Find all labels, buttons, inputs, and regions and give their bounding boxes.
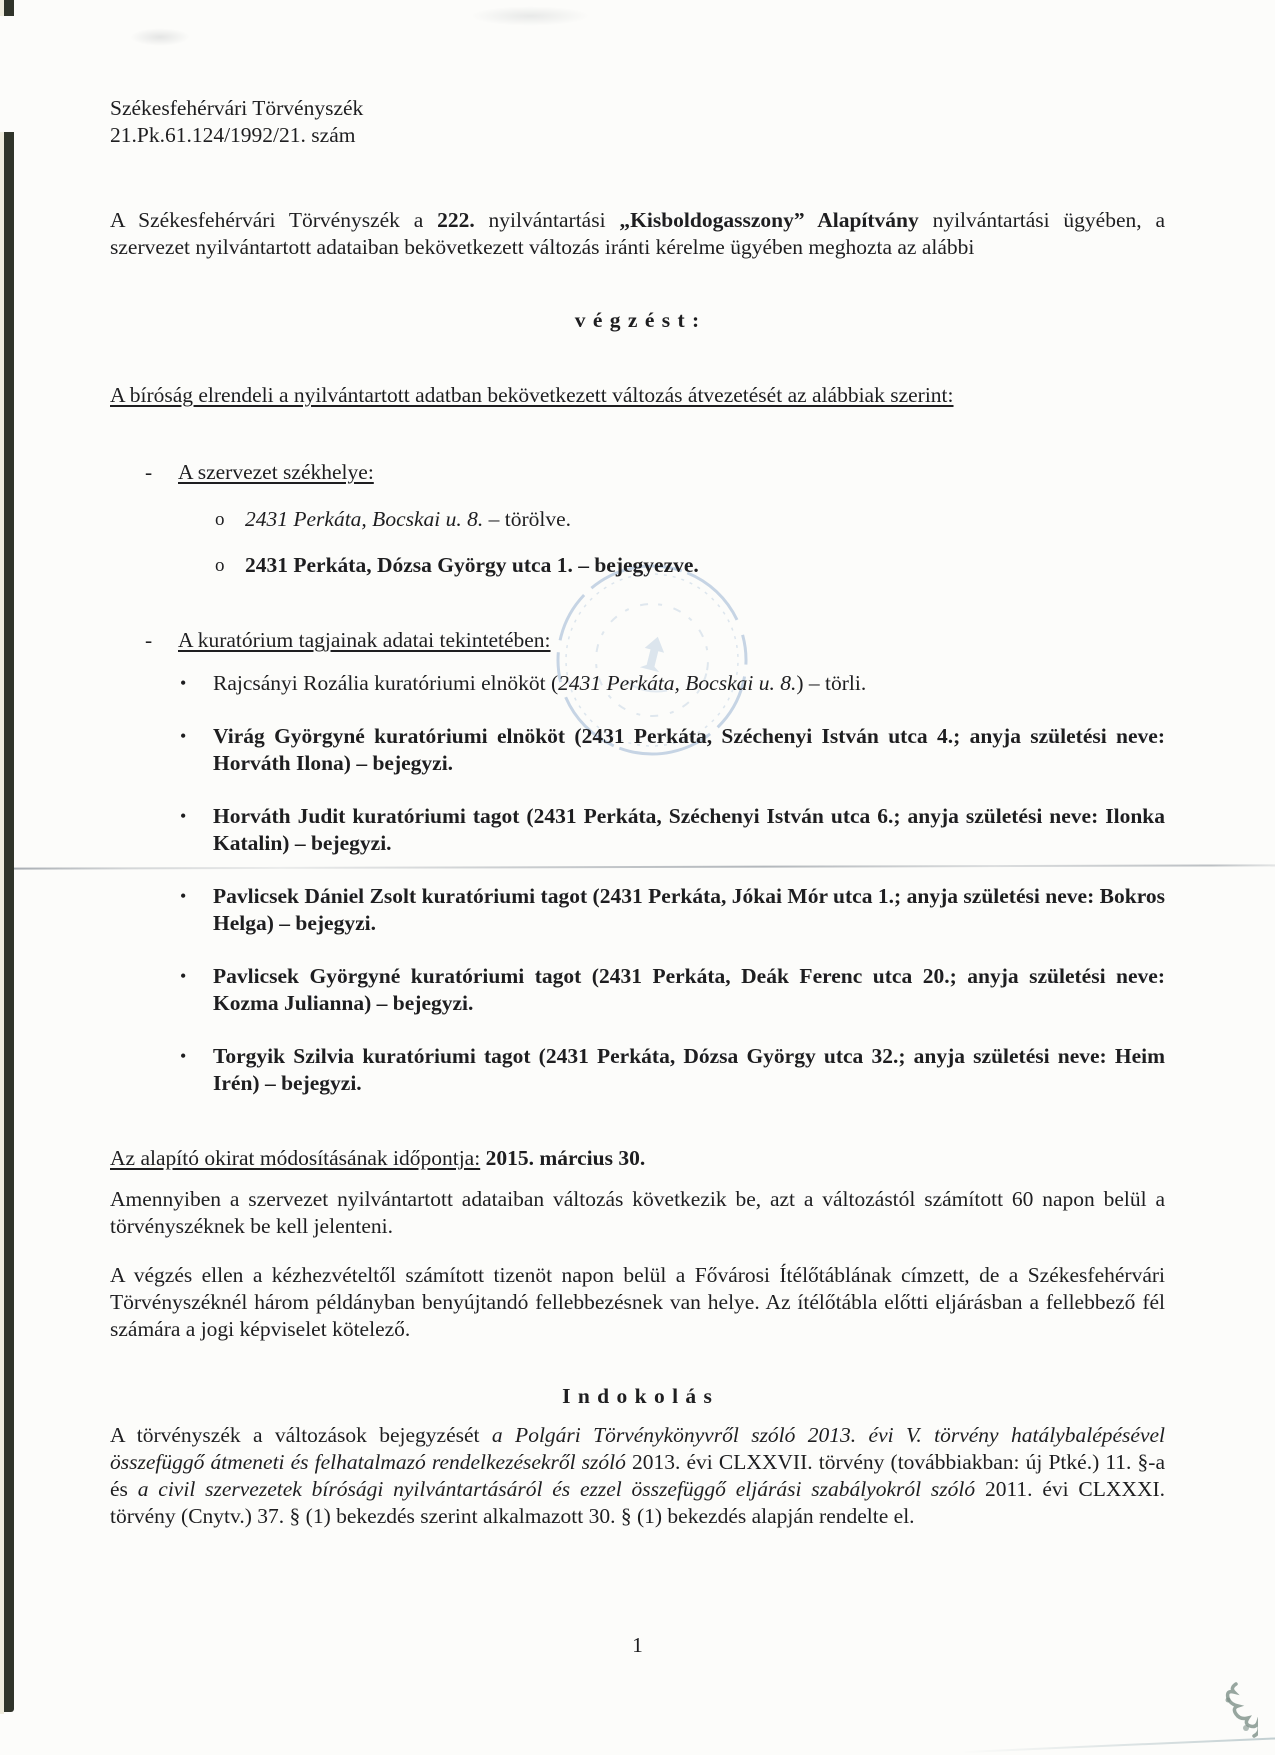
foundation-name: „Kisboldogasszony” Alapítvány (619, 208, 919, 232)
board-member-text: Torgyik Szilvia kuratóriumi tagot (2431 Perkáta, Dózsa György utca 32.; anyja születési neve: Heim Irén) – bejegyzi. (213, 1044, 1165, 1095)
intro-text: nyilvántartási (474, 208, 620, 232)
case-number: 21.Pk.61.124/1992/21. szám (110, 123, 356, 147)
section-headquarters (145, 459, 1165, 486)
court-name: Székesfehérvári Törvényszék (110, 96, 364, 120)
member-old-address: 2431 Perkáta, Bocskai u. 8. (558, 671, 797, 695)
bullet-icon: • (180, 806, 187, 826)
board-member-added (180, 723, 1165, 777)
board-member-added (180, 803, 1165, 857)
circle-bullet: o (215, 509, 225, 530)
bullet-icon: • (180, 726, 187, 746)
amendment-date-line (110, 1145, 1165, 1172)
reasoning-text: A törvényszék a változások bejegyzését (110, 1422, 492, 1447)
board-member-text: Pavlicsek Györgyné kuratóriumi tagot (2431 Perkáta, Deák Ferenc utca 20.; anyja születési neve: Kozma Julianna) – bejegyzi. (213, 964, 1165, 1015)
board-member-added (180, 883, 1165, 937)
intro-text: A Székesfehérvári Törvényszék a (110, 208, 438, 232)
dash-bullet: - (145, 460, 153, 484)
board-member-added (180, 1043, 1165, 1097)
page-number: 1 (632, 1633, 643, 1657)
intro-paragraph (110, 207, 1165, 261)
board-member-text: Virág Györgyné kuratóriumi elnököt (2431 Perkáta, Széchenyi István utca 4.; anyja születési neve: Horváth Ilona) – bejegyzi. (213, 724, 1165, 775)
law-title-italic: a civil szervezetek bírósági nyilvántartásáról és ezzel összefüggő eljárási szabályokról szóló (137, 1476, 976, 1501)
reasoning-text: 2013. évi CLXXVII. törvény (továbbiakban: új Ptké.) 11. §-a és (110, 1449, 1165, 1501)
bullet-icon: • (180, 886, 187, 906)
notice-paragraph: Amennyiben a szervezet nyilvántartott adataiban változás következik be, azt a változástól számított 60 napon belül a törvényszéknek be kell jelenteni. (110, 1187, 1165, 1238)
document-body (110, 0, 1165, 1551)
amendment-label: Az alapító okirat módosításának időpontja: (110, 1146, 481, 1170)
ink-smudge-mark (1198, 1678, 1258, 1742)
dash-bullet: - (145, 628, 153, 652)
deleted-action: – törölve. (483, 507, 572, 531)
board-member-text (213, 670, 1165, 697)
headquarters-title: A szervezet székhelye: (178, 460, 374, 484)
reasoning-heading: I n d o k o l á s (562, 1383, 713, 1408)
law-title-italic: a Polgári Törvénykönyvről szóló 2013. évi V. törvény hatálybalépésével összefüggő átmeneti és felhatalmazó rendelkezésekről szóló (110, 1422, 1165, 1474)
board-member-added (180, 963, 1165, 1017)
bullet-icon: • (180, 966, 187, 986)
intro-text: nyilvántartási ügyében, a szervezet nyilvántartott adataiban bekövetkezett változás iránti kérelme ügyében meghozta az alábbi (110, 208, 1165, 259)
board-member-text: Horváth Judit kuratóriumi tagot (2431 Perkáta, Széchenyi István utca 6.; anyja születési neve: Ilonka Katalin) – bejegyzi. (213, 804, 1165, 855)
board-member-removed (180, 670, 1165, 697)
order-statement: A bíróság elrendeli a nyilvántartott adatban bekövetkezett változás átvezetését az alábbiak szerint: (110, 383, 954, 407)
new-address-line: 2431 Perkáta, Dózsa György utca 1. – bejegyezve. (245, 553, 699, 577)
old-address-line (245, 506, 571, 533)
headquarters-old-entry (215, 506, 1165, 533)
old-address: 2431 Perkáta, Bocskai u. 8. (245, 507, 484, 531)
page-edge-shadow (960, 1737, 1275, 1753)
member-text: ) – törli. (796, 671, 867, 695)
reasoning-text: 2011. évi CLXXXI. törvény (Cnytv.) 37. § (1) bekezdés szerint alkalmazott 30. § (1) bekezdés alapján rendelte el. (110, 1476, 1166, 1528)
document-header (110, 0, 1165, 149)
scan-edge-bar (4, 0, 14, 1712)
member-text: Rajcsányi Rozália kuratóriumi elnököt ( (213, 671, 559, 695)
headquarters-new-entry (215, 552, 1165, 579)
appeal-paragraph: A végzés ellen a kézhezvételtől számított tizenöt napon belül a Fővárosi Ítélőtáblának címzett, de a Székesfehérvári Törvényszéknél három példányban benyújtandó fellebbezésnek van helye. Az ítélőtábla előtti eljárásban a fellebbező fél számára a jogi képviselet kötelező. (110, 1262, 1165, 1341)
section-board (145, 627, 1165, 654)
board-member-text: Pavlicsek Dániel Zsolt kuratóriumi tagot (2431 Perkáta, Jókai Mór utca 1.; anyja születési neve: Bokros Helga) – bejegyzi. (213, 884, 1165, 935)
circle-bullet: o (215, 555, 225, 576)
decision-heading: v é g z é s t : (574, 308, 701, 332)
board-title: A kuratórium tagjainak adatai tekintetében: (178, 628, 551, 652)
reasoning-paragraph (110, 1422, 1165, 1530)
bullet-icon: • (180, 1046, 187, 1066)
bullet-icon: • (180, 673, 187, 693)
amendment-date: 2015. március 30. (480, 1146, 646, 1170)
registration-number: 222. (437, 208, 475, 232)
scan-edge-gap (0, 16, 18, 132)
